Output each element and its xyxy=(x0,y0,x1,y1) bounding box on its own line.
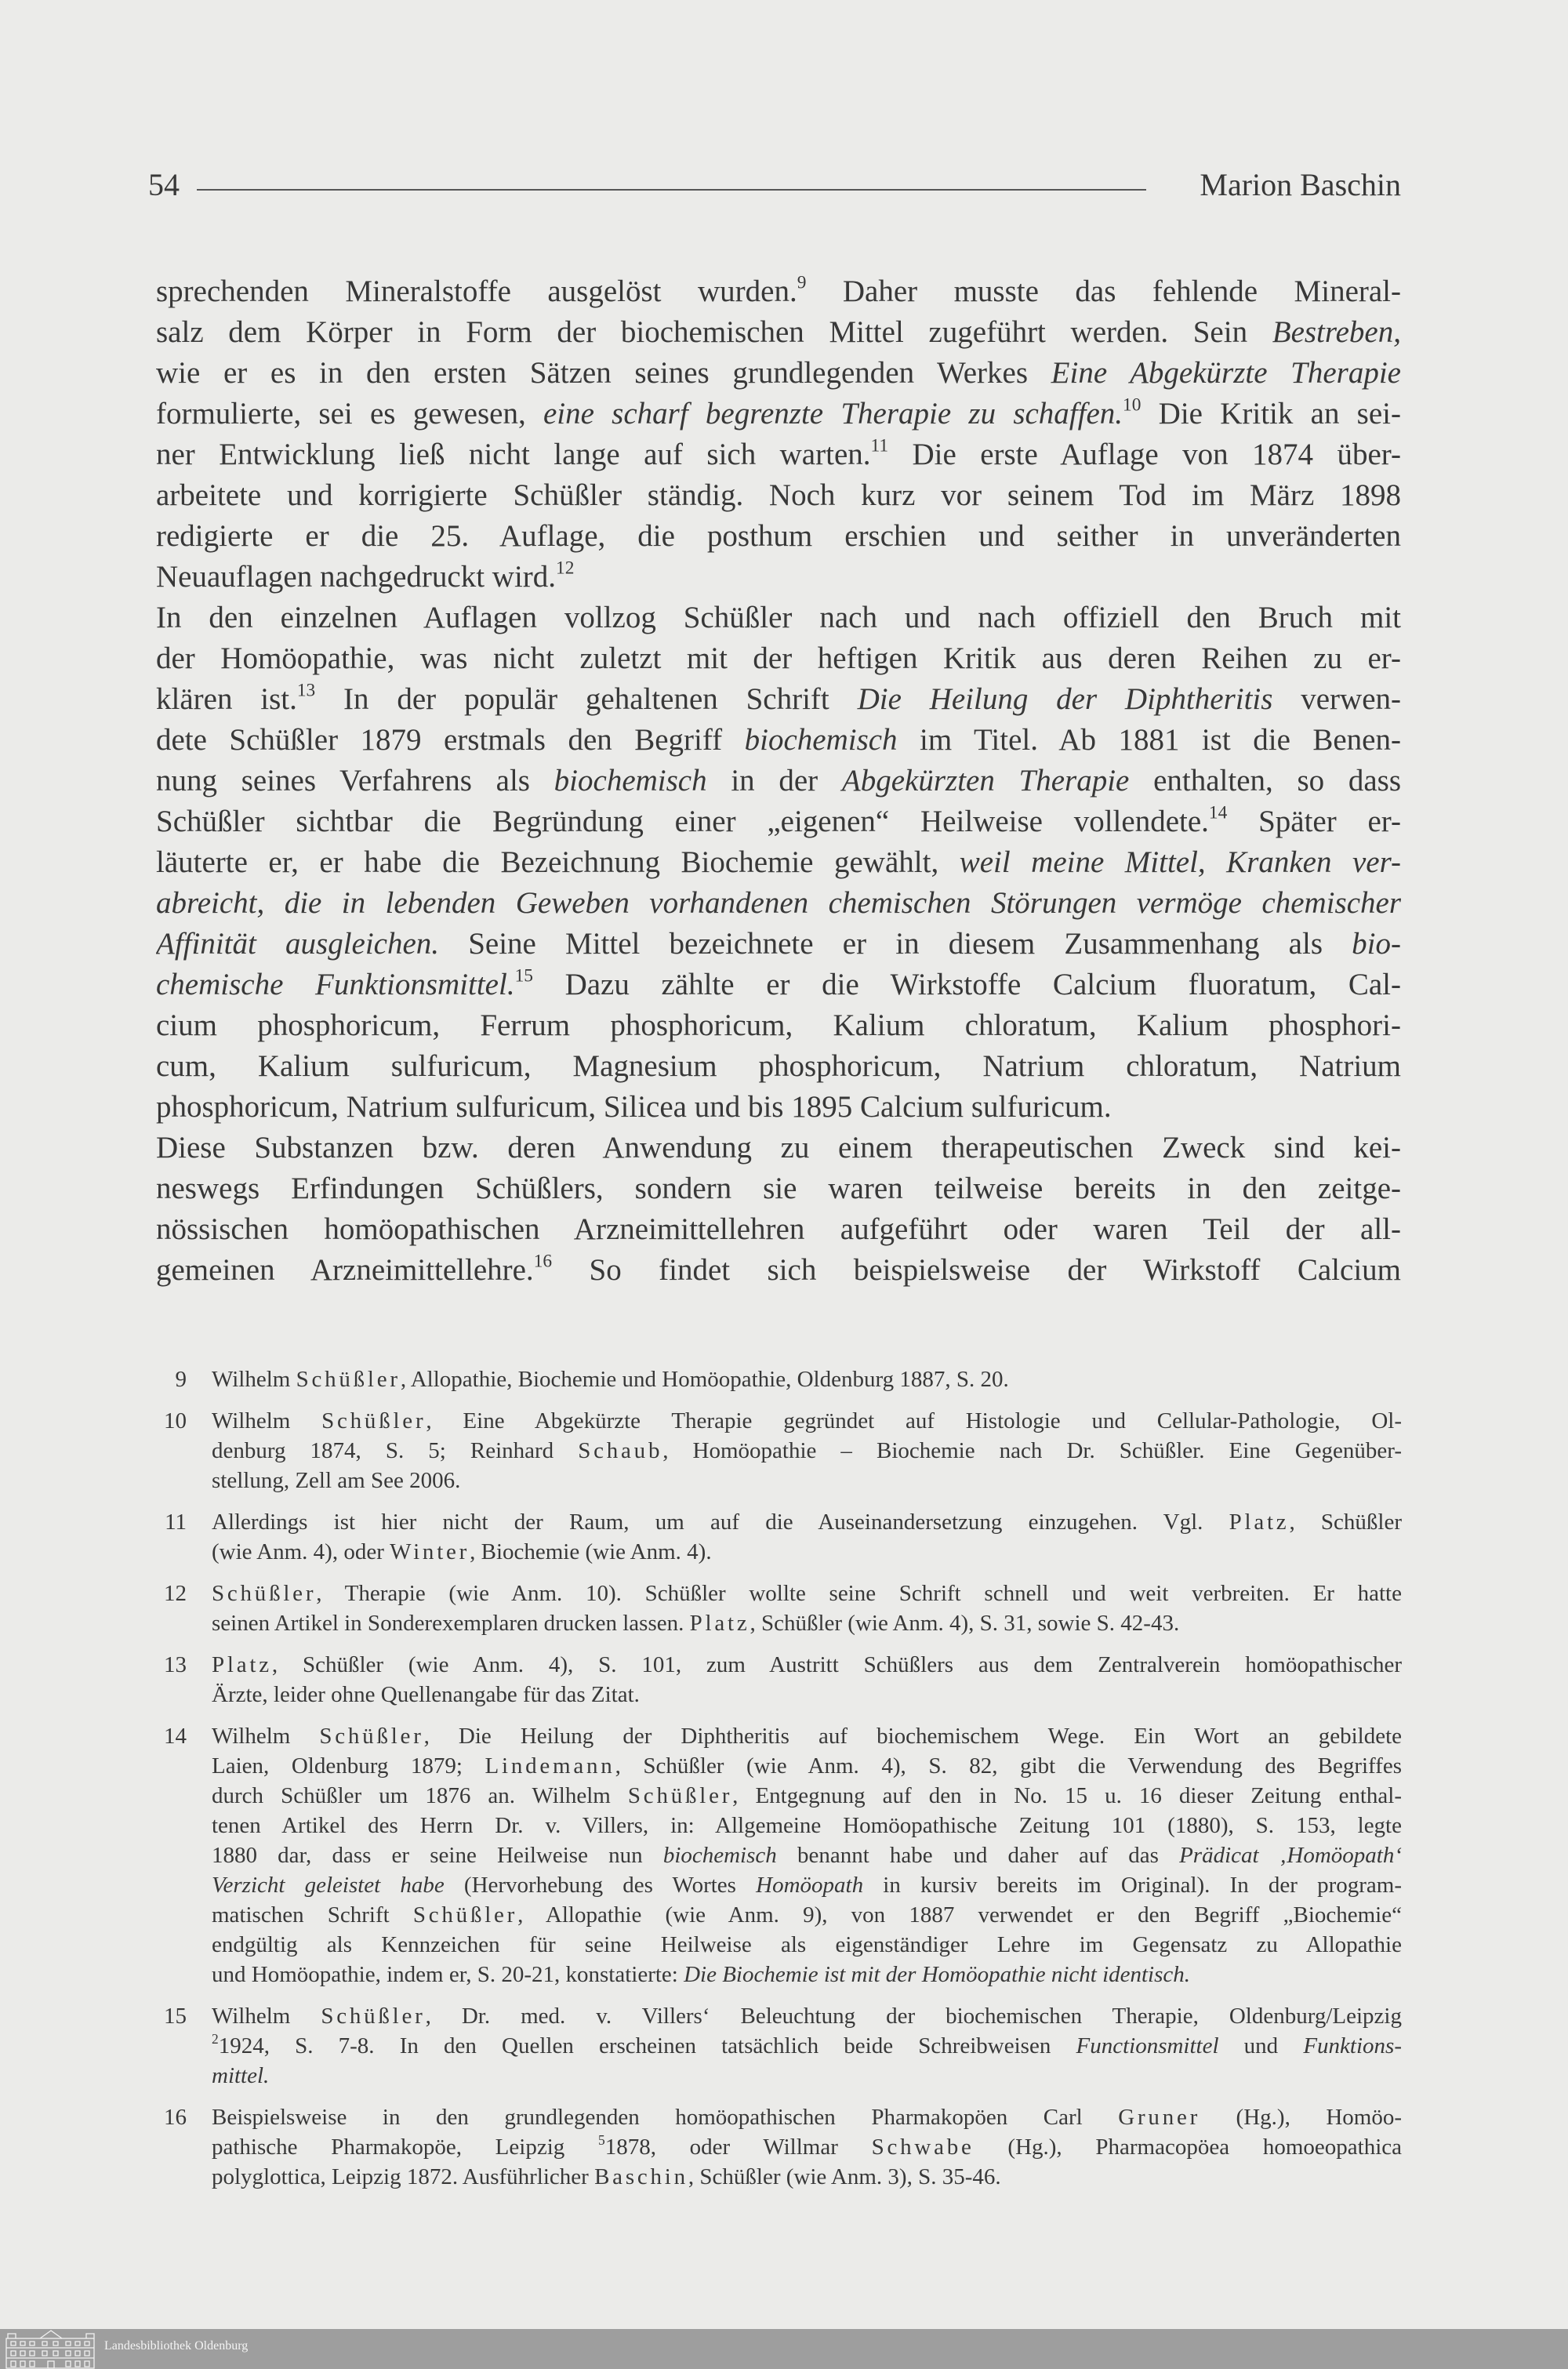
text-run: salz dem Körper in Form der biochemischen Mittel zugeführt werden. Sein xyxy=(156,315,1272,349)
text-run: und Homöopathie, indem er, S. 20-21, konstatierte: xyxy=(212,1962,684,1987)
italic-text: Verzicht geleistet habe xyxy=(212,1873,445,1898)
text-line xyxy=(156,1087,1401,1128)
text-line xyxy=(156,679,1401,720)
text-run: matischen Schrift xyxy=(212,1902,413,1928)
spaced-author-name: Schüßler xyxy=(412,1902,518,1928)
text-run: 1924, S. 7-8. In den Quellen erscheinen tatsächlich beide Schreibweisen xyxy=(218,2033,1076,2058)
text-line xyxy=(156,557,1401,598)
text-line xyxy=(156,1209,1401,1250)
text-line xyxy=(156,353,1401,394)
footnote xyxy=(157,2102,1402,2192)
text-run: stellung, Zell am See 2006. xyxy=(212,1468,461,1493)
text-line xyxy=(156,1128,1401,1168)
italic-text: weil meine Mittel, Kranken ver- xyxy=(959,845,1401,879)
footnote-marker: 13 xyxy=(296,680,316,701)
footnote-line xyxy=(212,1751,1402,1781)
text-run: nung seines Verfahrens als xyxy=(156,764,554,798)
footnote-line xyxy=(212,1406,1402,1436)
text-run: ner Entwicklung ließ nicht lange auf sich warten. xyxy=(156,438,871,471)
text-run: seinen Artikel in Sonderexemplaren drucken lassen. xyxy=(212,1611,690,1636)
italic-text: biochemisch xyxy=(744,723,898,757)
text-run: (wie Anm. 4), oder xyxy=(212,1539,390,1564)
text-line xyxy=(156,312,1401,353)
text-run: So findet sich beispielsweise der Wirkstoff Calcium xyxy=(552,1253,1401,1287)
footnote xyxy=(157,1364,1402,1394)
italic-text: Prädicat ‚Homöopath‘ xyxy=(1179,1843,1402,1868)
spaced-author-name: Schüßler xyxy=(321,2004,426,2029)
text-run: verwen- xyxy=(1272,682,1401,716)
text-run: in kursiv bereits im Original). In der program- xyxy=(863,1873,1402,1898)
text-run: , Dr. med. v. Villers‘ Beleuchtung der biochemischen Therapie, Oldenburg/Leipzig xyxy=(425,2004,1402,2029)
footnote-number: 13 xyxy=(164,1652,187,1677)
footnote xyxy=(157,1507,1402,1567)
italic-text: Bestreben, xyxy=(1272,315,1401,349)
text-run: nössischen homöopathischen Arzneimittellehren aufgeführt oder waren Teil der all- xyxy=(156,1212,1401,1246)
text-run: , Schüßler (wie Anm. 4), S. 82, gibt die Verwendung des Begriffes xyxy=(615,1753,1402,1779)
text-run: Diese Substanzen bzw. deren Anwendung zu einem therapeutischen Zweck sind kei- xyxy=(156,1131,1401,1165)
italic-text: abreicht, die in lebenden Geweben vorhandenen chemischen Störungen vermöge chemischer xyxy=(156,886,1401,920)
text-run: Später er- xyxy=(1227,805,1401,838)
text-run: cium phosphoricum, Ferrum phosphoricum, Kalium chloratum, Kalium phosphori- xyxy=(156,1008,1401,1042)
footnote xyxy=(157,1650,1402,1710)
spaced-author-name: Schaub xyxy=(578,1438,663,1463)
footnote xyxy=(157,2001,1402,2091)
text-run: benannt habe und daher auf das xyxy=(776,1843,1180,1868)
spaced-author-name: Schüßler xyxy=(296,1367,401,1392)
footnote-marker: 14 xyxy=(1208,802,1228,823)
library-building-icon xyxy=(5,2329,97,2369)
text-run: formulierte, sei es gewesen, xyxy=(156,397,543,431)
italic-text: Funktions- xyxy=(1303,2033,1402,2058)
spaced-author-name: Schüßler xyxy=(319,1724,424,1749)
footnote-number: 16 xyxy=(164,2105,187,2130)
text-run: Die Kritik an sei- xyxy=(1141,397,1401,431)
text-run: durch Schüßler um 1876 an. Wilhelm xyxy=(212,1783,628,1808)
text-run: Dazu zählte er die Wirkstoffe Calcium fluoratum, Cal- xyxy=(532,968,1401,1001)
footnote-line xyxy=(212,1537,1402,1567)
footnote-number: 12 xyxy=(164,1581,187,1606)
text-run: In den einzelnen Auflagen vollzog Schüßler nach und nach offiziell den Bruch mit xyxy=(156,601,1401,634)
text-run: klären ist. xyxy=(156,682,297,716)
text-line xyxy=(156,883,1401,924)
footnote-line xyxy=(212,1870,1402,1900)
footnote-number: 14 xyxy=(164,1724,187,1749)
text-run: , Biochemie (wie Anm. 4). xyxy=(470,1539,712,1564)
spaced-author-name: Gruner xyxy=(1118,2105,1201,2130)
text-line xyxy=(156,965,1401,1005)
spaced-author-name: Schüßler xyxy=(321,1408,426,1433)
footnote-line xyxy=(212,1608,1402,1638)
spaced-author-name: Platz xyxy=(1229,1510,1290,1535)
italic-text: Affinität ausgleichen. xyxy=(156,927,440,961)
text-run: Die erste Auflage von 1874 über- xyxy=(888,438,1401,471)
running-header xyxy=(148,166,1401,205)
library-footer-bar xyxy=(0,2329,1568,2369)
paragraph xyxy=(156,271,1401,598)
text-run: Wilhelm xyxy=(212,1367,296,1392)
spaced-author-name: Winter xyxy=(390,1539,470,1564)
text-run: , Allopathie, Biochemie und Homöopathie, Oldenburg 1887, S. 20. xyxy=(400,1367,1009,1392)
footnote-marker: 15 xyxy=(514,965,533,986)
text-run: , Schüßler (wie Anm. 3), S. 35-46. xyxy=(688,2164,1001,2189)
footnote-line xyxy=(212,1900,1402,1930)
text-run: , Entgegnung auf den in No. 15 u. 16 dieser Zeitung enthal- xyxy=(732,1783,1402,1808)
spaced-author-name: Baschin xyxy=(594,2164,688,2189)
text-run: 1880 dar, dass er seine Heilweise nun xyxy=(212,1843,663,1868)
footnote-line xyxy=(212,1507,1402,1537)
paragraph xyxy=(156,598,1401,1128)
text-run: cum, Kalium sulfuricum, Magnesium phosphoricum, Natrium chloratum, Natrium xyxy=(156,1049,1401,1083)
spaced-author-name: Schüßler xyxy=(212,1581,317,1606)
footnote-line xyxy=(212,1721,1402,1751)
text-run: Daher musste das fehlende Mineral- xyxy=(806,274,1401,308)
text-line xyxy=(156,598,1401,638)
text-run: Wilhelm xyxy=(212,1408,322,1433)
text-line xyxy=(156,842,1401,883)
text-run: Schüßler sichtbar die Begründung einer „eigenen“ Heilweise vollendete. xyxy=(156,805,1209,838)
footnote-line xyxy=(212,2102,1402,2132)
text-run: wie er es in den ersten Sätzen seines grundlegenden Werkes xyxy=(156,356,1051,390)
footnote-line xyxy=(212,1364,1402,1394)
text-line xyxy=(156,394,1401,434)
text-run: , Homöopathie – Biochemie nach Dr. Schüßler. Eine Gegenüber- xyxy=(662,1438,1402,1463)
text-line xyxy=(156,720,1401,761)
italic-text: bio- xyxy=(1352,927,1401,961)
text-run: (Hg.), Homöo- xyxy=(1200,2105,1402,2130)
text-run: enthalten, so dass xyxy=(1129,764,1401,798)
spaced-author-name: Schwabe xyxy=(871,2135,975,2160)
text-run: denburg 1874, S. 5; Reinhard xyxy=(212,1438,579,1463)
text-run: sprechenden Mineralstoffe ausgelöst wurden. xyxy=(156,274,797,308)
footnote-line xyxy=(212,1650,1402,1680)
footnote-marker: 10 xyxy=(1123,394,1142,416)
text-run: gemeinen Arzneimittellehre. xyxy=(156,1253,534,1287)
text-line xyxy=(156,516,1401,557)
footnote-line xyxy=(212,1840,1402,1870)
text-line xyxy=(156,1250,1401,1291)
library-name: Landesbibliothek Oldenburg xyxy=(104,2339,249,2353)
footnote-marker: 2 xyxy=(212,2031,219,2047)
header-rule xyxy=(197,189,1146,191)
text-run: Allerdings ist hier nicht der Raum, um auf die Auseinandersetzung einzugehen. Vgl. xyxy=(212,1510,1229,1535)
footnote-line xyxy=(212,2162,1402,2192)
text-run: arbeitete und korrigierte Schüßler ständig. Noch kurz vor seinem Tod im März 1898 xyxy=(156,478,1401,512)
text-line xyxy=(156,801,1401,842)
italic-text: biochemisch xyxy=(662,1843,777,1868)
italic-text: chemische Funktionsmittel. xyxy=(156,968,515,1001)
text-run: , Schüßler (wie Anm. 4), S. 101, zum Austritt Schüßlers aus dem Zentralverein homöopathischer xyxy=(271,1652,1402,1677)
text-run: , Therapie (wie Anm. 10). Schüßler wollte seine Schrift schnell und weit verbreiten. Er hatte xyxy=(316,1581,1402,1606)
text-run: Neuauflagen nachgedruckt wird. xyxy=(156,560,557,594)
text-run: pathische Pharmakopöe, Leipzig xyxy=(212,2135,598,2160)
italic-text: biochemisch xyxy=(554,764,707,798)
text-line xyxy=(156,434,1401,475)
footnote-marker: 12 xyxy=(556,558,575,579)
text-run: 1878, oder Willmar xyxy=(604,2135,872,2160)
footnote xyxy=(157,1579,1402,1638)
text-line xyxy=(156,271,1401,312)
footnote xyxy=(157,1406,1402,1495)
italic-text: eine scharf begrenzte Therapie zu schaffen. xyxy=(543,397,1123,431)
text-run: , Schüßler (wie Anm. 4), S. 31, sowie S. 42-43. xyxy=(750,1611,1180,1636)
text-run: , Eine Abgekürzte Therapie gegründet auf Histologie und Cellular-Pathologie, Ol- xyxy=(426,1408,1402,1433)
paragraph xyxy=(156,1128,1401,1291)
text-run: Laien, Oldenburg 1879; xyxy=(212,1753,485,1779)
text-run: Wilhelm xyxy=(212,2004,321,2029)
text-run: polyglottica, Leipzig 1872. Ausführlicher xyxy=(212,2164,595,2189)
spaced-author-name: Lindemann xyxy=(485,1753,615,1779)
footnote-line xyxy=(212,1781,1402,1811)
text-line xyxy=(156,1005,1401,1046)
italic-text: mittel. xyxy=(212,2063,270,2088)
text-run: redigierte er die 25. Auflage, die posthum erschien und seither in unveränderten xyxy=(156,519,1401,553)
footnote-line xyxy=(212,1579,1402,1608)
italic-text: Die Biochemie ist mit der Homöopathie nicht identisch. xyxy=(684,1962,1191,1987)
text-run: läuterte er, er habe die Bezeichnung Biochemie gewählt, xyxy=(156,845,960,879)
text-run: Seine Mittel bezeichnete er in diesem Zusammenhang als xyxy=(439,927,1352,961)
footnote-number: 9 xyxy=(175,1367,187,1392)
footnote-marker: 11 xyxy=(870,435,889,456)
footnote-number: 10 xyxy=(164,1408,187,1433)
footnote-line xyxy=(212,1811,1402,1840)
text-run: , Allopathie (wie Anm. 9), von 1887 verwendet er den Begriff „Biochemie“ xyxy=(517,1902,1402,1928)
footnote-line xyxy=(212,2001,1402,2031)
text-line xyxy=(156,1046,1401,1087)
footnote-line xyxy=(212,1466,1402,1495)
text-run: (Hg.), Pharmacopöea homoeopathica xyxy=(974,2135,1402,2160)
text-run: , Schüßler xyxy=(1289,1510,1402,1535)
footnote-line xyxy=(212,1680,1402,1710)
text-run: dete Schüßler 1879 erstmals den Begriff xyxy=(156,723,745,757)
footnote-line xyxy=(212,1930,1402,1960)
main-text xyxy=(156,271,1401,1291)
text-run: in der xyxy=(706,764,842,798)
footnote-marker: 9 xyxy=(797,272,807,293)
text-line xyxy=(156,761,1401,801)
text-run: Ärzte, leider ohne Quellenangabe für das Zitat. xyxy=(212,1682,640,1707)
footnote-number: 11 xyxy=(165,1510,187,1535)
text-line xyxy=(156,924,1401,965)
text-run: Wilhelm xyxy=(212,1724,320,1749)
text-line xyxy=(156,475,1401,516)
spaced-author-name: Platz xyxy=(212,1652,272,1677)
footnotes xyxy=(157,1364,1402,2204)
footnote xyxy=(157,1721,1402,1989)
text-line xyxy=(156,638,1401,679)
text-run: im Titel. Ab 1881 ist die Benen- xyxy=(897,723,1401,757)
text-run: tenen Artikel des Herrn Dr. v. Villers, in: Allgemeine Homöopathische Zeitung 101 (1880), S. 153, legte xyxy=(212,1813,1402,1838)
text-run: , Die Heilung der Diphtheritis auf biochemischem Wege. Ein Wort an gebildete xyxy=(423,1724,1402,1749)
footnote-line xyxy=(212,1436,1402,1466)
text-run: und xyxy=(1218,2033,1304,2058)
author-running-head: Marion Baschin xyxy=(1200,167,1401,202)
text-run: endgültig als Kennzeichen für seine Heilweise als eigenständiger Lehre im Gegensatz zu Allopathie xyxy=(212,1932,1402,1957)
text-run: phosphoricum, Natrium sulfuricum, Silicea und bis 1895 Calcium sulfuricum. xyxy=(156,1090,1112,1124)
italic-text: Functionsmittel xyxy=(1076,2033,1219,2058)
text-run: In der populär gehaltenen Schrift xyxy=(315,682,858,716)
footnote-line xyxy=(212,2061,1402,2091)
footnote-line xyxy=(212,1960,1402,1989)
footnote-line xyxy=(212,2132,1402,2162)
italic-text: Homöopath xyxy=(756,1873,864,1898)
footnote-marker: 5 xyxy=(597,2132,605,2148)
italic-text: Die Heilung der Diphtheritis xyxy=(857,682,1273,716)
text-run: Beispielsweise in den grundlegenden homöopathischen Pharmakopöen Carl xyxy=(212,2105,1119,2130)
text-line xyxy=(156,1168,1401,1209)
text-run: der Homöopathie, was nicht zuletzt mit der heftigen Kritik aus deren Reihen zu er- xyxy=(156,641,1401,675)
italic-text: Eine Abgekürzte Therapie xyxy=(1051,356,1401,390)
text-run: neswegs Erfindungen Schüßlers, sondern sie waren teilweise bereits in den zeitge- xyxy=(156,1172,1401,1205)
spaced-author-name: Schüßler xyxy=(627,1783,733,1808)
italic-text: Abgekürzten Therapie xyxy=(841,764,1130,798)
page-number: 54 xyxy=(148,167,180,202)
footnote-number: 15 xyxy=(164,2004,187,2029)
text-run: (Hervorhebung des Wortes xyxy=(444,1873,757,1898)
footnote-line xyxy=(212,2031,1402,2061)
footnote-marker: 16 xyxy=(533,1251,553,1272)
spaced-author-name: Platz xyxy=(689,1611,750,1636)
